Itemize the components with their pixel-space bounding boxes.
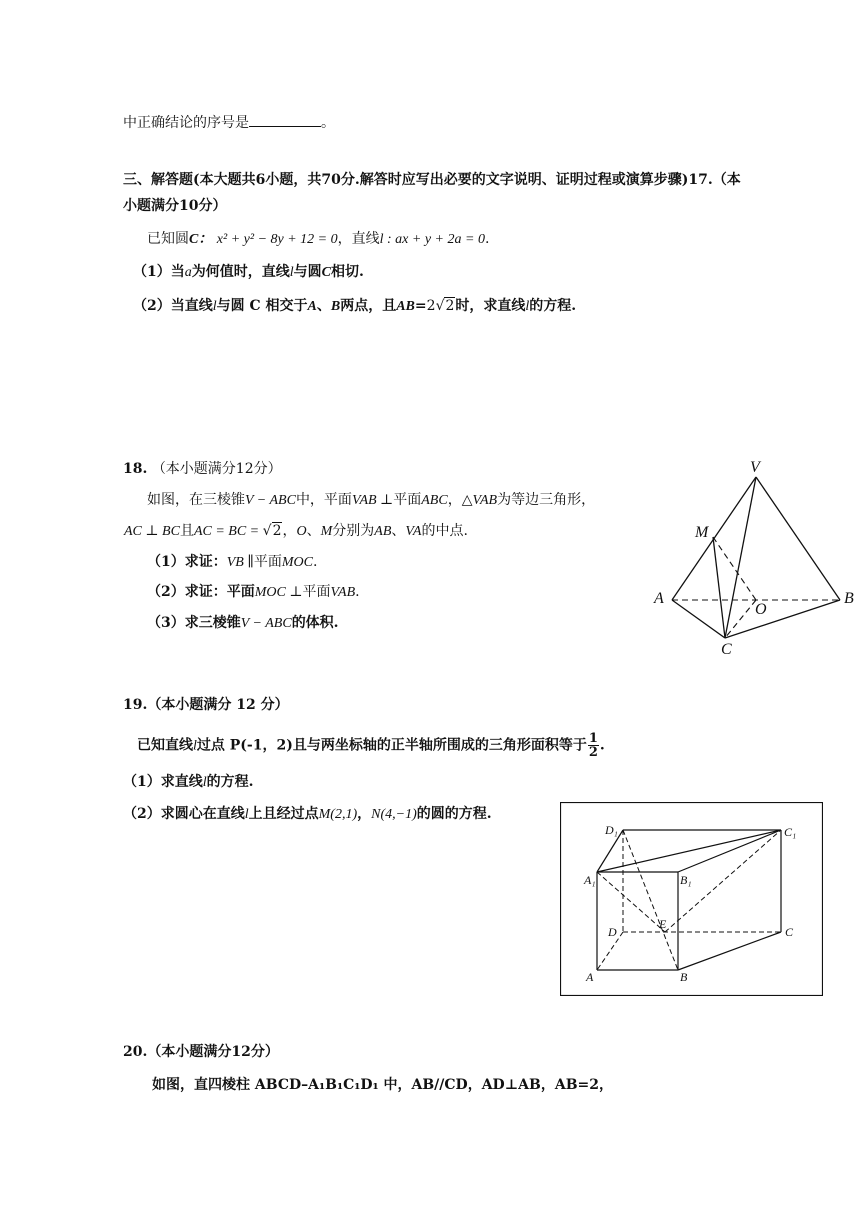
m1: VB ∥ (226, 555, 254, 570)
t6: 的中点. (421, 523, 468, 539)
m4: VA (405, 524, 422, 539)
q17-statement (147, 229, 489, 250)
q20-statement: 如图，直四棱柱 ABCD–A₁B₁C₁D₁ 中，AB//CD，AD⊥AB，AB=2， (152, 1077, 614, 1093)
t2: 上且经过点 (248, 806, 319, 822)
q17-mid: ，直线 (337, 231, 380, 247)
t3: 、 (306, 523, 321, 539)
q18-header (123, 459, 282, 479)
point-M: M(2,1) (318, 807, 358, 822)
m2: MOC (281, 555, 313, 570)
t4: 的圆的方程. (416, 806, 492, 822)
t1: 如图，在三棱锥 (147, 492, 245, 508)
m1: MOC ⊥ (254, 585, 303, 600)
t4: ， (447, 492, 462, 508)
t1: （1）求直线 (123, 774, 203, 790)
t1: 已知直线 (137, 737, 193, 754)
edge-CB (725, 600, 840, 638)
var-l: l (193, 738, 197, 754)
var-l: l (525, 299, 530, 314)
label-D: D (608, 925, 617, 939)
q17-p2-b: 与圆 C 相交于 (216, 298, 308, 314)
edge-VC (725, 477, 756, 638)
point-B: B (330, 299, 341, 314)
m1: AC ⊥ BC (124, 524, 180, 539)
t1: （3）求三棱锥 (147, 615, 241, 631)
ab-value: 2√2 (426, 298, 455, 314)
coef: 2 (426, 298, 436, 314)
period: 。 (321, 115, 335, 131)
m4: △VAB (461, 493, 498, 508)
label-V: V (750, 459, 760, 476)
q19-header: 19.（本小题满分 12 分） (123, 697, 289, 713)
radicand: 2 (272, 523, 282, 539)
q19-statement (137, 732, 605, 759)
prism-figure (560, 802, 823, 996)
line-equation: l : ax + y + 2a = 0 (379, 232, 485, 247)
q20-header: 20.（本小题满分12分） (123, 1044, 279, 1060)
q19-part1 (123, 772, 254, 793)
segment-AB: AB (396, 299, 415, 314)
label-B: B (680, 970, 688, 984)
point-N: N(4,−1) (371, 807, 417, 822)
label-O: O (755, 601, 767, 618)
pyramid-figure (645, 455, 860, 660)
t2: 过点 P(-1，2)且与两坐标轴的正半轴所围成的三角形面积等于 (196, 737, 587, 754)
t2: ， (282, 523, 297, 539)
label-M: M (695, 524, 709, 541)
t2: 中，平面 (295, 492, 352, 508)
q18-number: 18. (123, 461, 148, 477)
t3: . (599, 737, 605, 754)
t1: （2）求圆心在直线 (123, 806, 245, 822)
point-A: A (307, 299, 317, 314)
q19-part2 (123, 804, 492, 825)
radicand: 2 (445, 298, 455, 314)
m2: VAB ⊥ (351, 493, 394, 508)
t2: 的体积. (291, 615, 339, 631)
q17-score: 小题满分10分） (123, 198, 227, 214)
label-D1: D₁ (605, 823, 618, 837)
t4: 分别为 (332, 523, 375, 539)
point-O: O (296, 524, 307, 539)
label-C: C (721, 641, 732, 658)
q17-p2-a: （2）当直线 (133, 298, 213, 314)
q17-p2-c: 两点，且 (340, 298, 397, 314)
label-C1: C₁ (784, 825, 797, 839)
label-A1: A₁ (584, 873, 596, 887)
m2: VAB (330, 585, 356, 600)
edge-VB (756, 477, 840, 600)
q18-score: （本小题满分12分） (151, 461, 282, 477)
var-l: l (289, 265, 294, 280)
t2: 平面 (253, 554, 282, 570)
edge-AC (672, 600, 725, 638)
segment-MC (713, 537, 725, 638)
q18-part3 (147, 613, 339, 634)
q18-line1 (147, 490, 595, 511)
q18-line2: AC ⊥ BC且AC = BC = √2，O、M分别为AB、VA的中点. (124, 523, 468, 539)
t5: 为等边三角形， (497, 492, 596, 508)
var-l: l (244, 807, 249, 822)
m2: AC = BC = (193, 524, 263, 539)
fraction-one-half (588, 732, 599, 759)
label-C: C (785, 925, 794, 939)
t3: . (312, 554, 318, 570)
var-l: l (212, 299, 217, 314)
label-B1: B₁ (680, 873, 692, 887)
numerator: 1 (588, 731, 598, 746)
label-E: E (659, 917, 667, 931)
t5: 、 (391, 523, 406, 539)
q17-p2-d: 时，求直线 (455, 298, 526, 314)
t3: 平面 (393, 492, 422, 508)
sep: 、 (316, 298, 331, 314)
label-A: A (586, 970, 594, 984)
t1: （2）求证：平面 (147, 584, 255, 600)
circle-equation: x² + y² − 8y + 12 = 0 (216, 232, 338, 247)
t1: 且 (179, 523, 194, 539)
m3: ABC (421, 493, 448, 508)
answer-blank[interactable] (249, 112, 321, 127)
m1: V − ABC (245, 493, 296, 508)
var-a: a (184, 265, 192, 280)
q18-part2 (147, 582, 360, 603)
answer-prompt: 中正确结论的序号是 (123, 115, 249, 131)
var-l: l (202, 775, 207, 790)
t3: . (355, 584, 360, 600)
t3: ， (357, 806, 372, 822)
q17-p1-a: （1）当 (133, 264, 185, 280)
q17-part1 (133, 262, 364, 283)
var-C: C (321, 265, 331, 280)
q17-p2-e: 的方程. (529, 298, 577, 314)
m1: V − ABC (240, 616, 292, 631)
q17-part2 (133, 296, 576, 317)
q17-p1-b: 为何值时，直线 (191, 264, 290, 280)
section3-header: 三、解答题(本大题共6小题，共70分.解答时应写出必要的文字说明、证明过程或演算步骤)17.（本 (123, 172, 741, 188)
previous-question-tail (123, 112, 335, 133)
t2: 的方程. (206, 774, 254, 790)
t2: 平面 (302, 584, 331, 600)
t1: （1）求证： (147, 554, 227, 570)
q17-p1-d: 相切. (330, 264, 364, 280)
circle-name: C： (189, 232, 213, 247)
q17-end: . (484, 231, 490, 247)
label-B: B (844, 590, 854, 607)
q18-part1 (147, 552, 317, 573)
label-A: A (654, 590, 664, 607)
denominator: 2 (588, 745, 598, 760)
q17-lead: 已知圆 (147, 231, 189, 247)
equals: = (414, 298, 427, 314)
point-M: M (320, 524, 333, 539)
q17-p1-c: 与圆 (293, 264, 322, 280)
m3: AB (374, 524, 392, 539)
